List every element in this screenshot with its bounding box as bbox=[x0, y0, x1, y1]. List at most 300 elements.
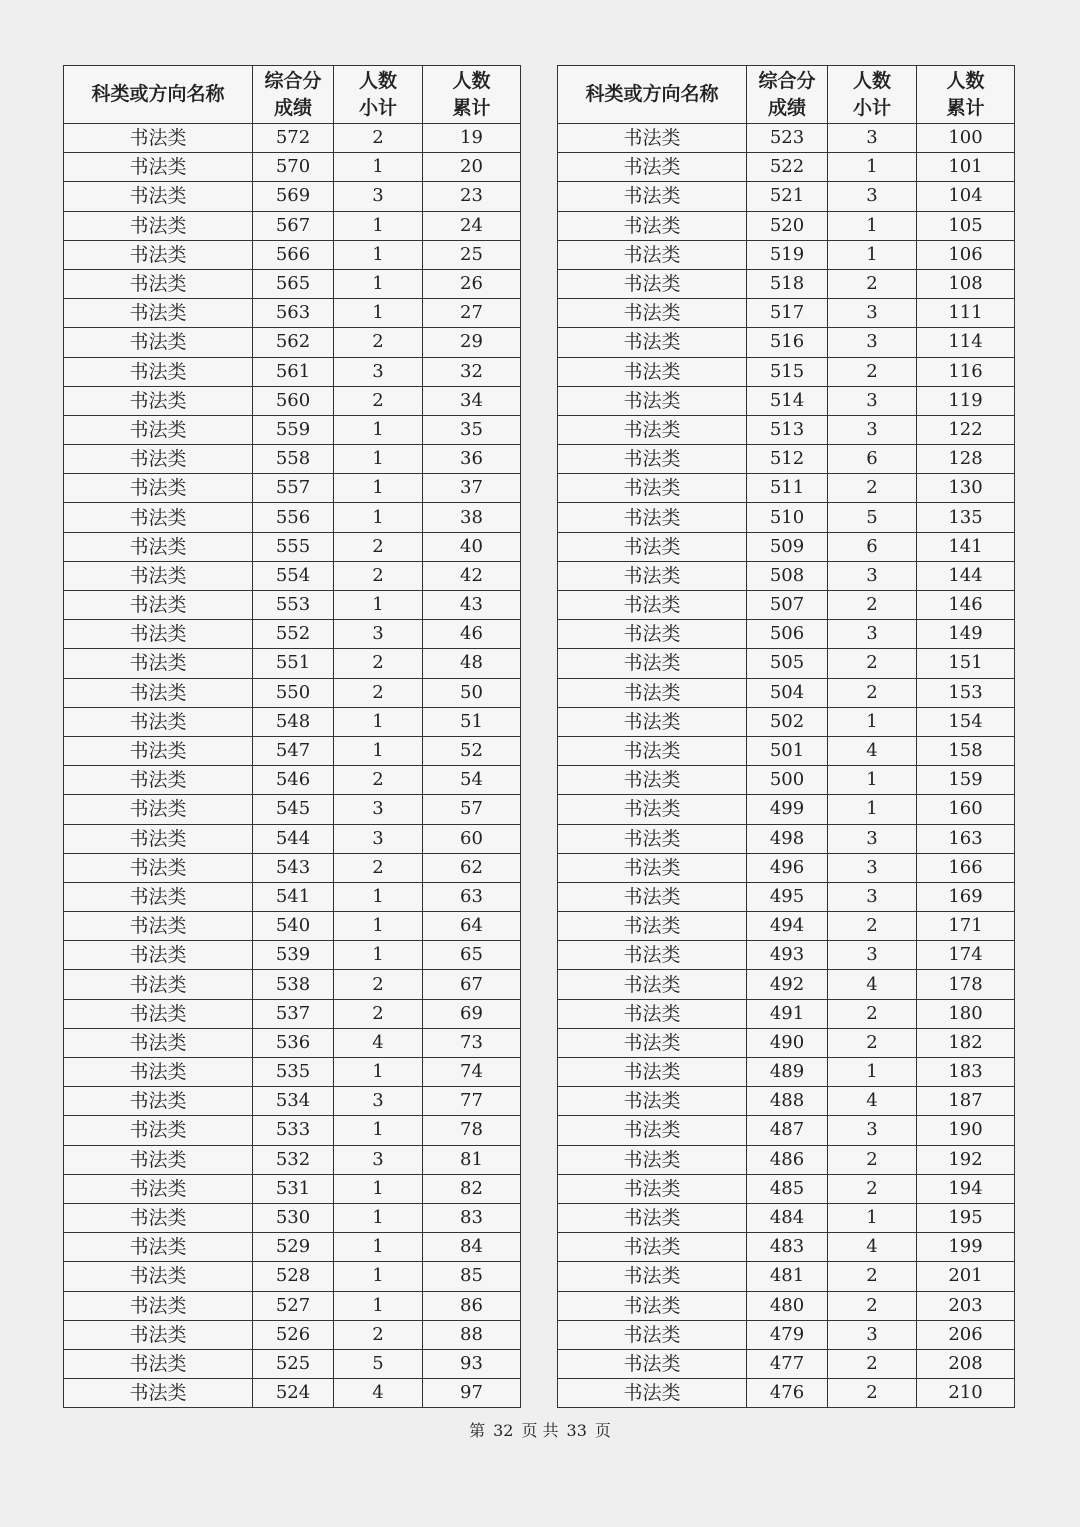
cell-score: 527 bbox=[253, 1291, 334, 1320]
cell-score: 562 bbox=[253, 328, 334, 357]
table-row bbox=[64, 1349, 521, 1378]
cell-count: 3 bbox=[334, 357, 423, 386]
table-row bbox=[64, 328, 521, 357]
cell-cumulative: 93 bbox=[423, 1349, 521, 1378]
cell-category: 书法类 bbox=[64, 795, 253, 824]
cell-category: 书法类 bbox=[558, 532, 747, 561]
cell-count: 3 bbox=[334, 1145, 423, 1174]
cell-score: 565 bbox=[253, 269, 334, 298]
cell-category: 书法类 bbox=[558, 357, 747, 386]
cell-category: 书法类 bbox=[64, 386, 253, 415]
cell-cumulative: 203 bbox=[917, 1291, 1015, 1320]
cell-count: 1 bbox=[334, 941, 423, 970]
cell-cumulative: 135 bbox=[917, 503, 1015, 532]
cell-cumulative: 128 bbox=[917, 445, 1015, 474]
cell-cumulative: 40 bbox=[423, 532, 521, 561]
cell-cumulative: 43 bbox=[423, 591, 521, 620]
table-row bbox=[558, 445, 1015, 474]
table-row bbox=[558, 415, 1015, 444]
cell-score: 572 bbox=[253, 124, 334, 153]
cell-score: 541 bbox=[253, 882, 334, 911]
cell-category: 书法类 bbox=[558, 766, 747, 795]
cell-category: 书法类 bbox=[64, 999, 253, 1028]
table-row bbox=[558, 503, 1015, 532]
table-row bbox=[558, 678, 1015, 707]
cell-cumulative: 151 bbox=[917, 649, 1015, 678]
cell-cumulative: 169 bbox=[917, 882, 1015, 911]
cell-count: 5 bbox=[828, 503, 917, 532]
cell-score: 526 bbox=[253, 1320, 334, 1349]
cell-category: 书法类 bbox=[558, 1203, 747, 1232]
cell-count: 3 bbox=[828, 328, 917, 357]
cell-cumulative: 81 bbox=[423, 1145, 521, 1174]
cell-score: 494 bbox=[747, 912, 828, 941]
cell-category: 书法类 bbox=[64, 240, 253, 269]
cell-score: 553 bbox=[253, 591, 334, 620]
cell-count: 2 bbox=[828, 357, 917, 386]
table-row bbox=[558, 766, 1015, 795]
cell-score: 481 bbox=[747, 1262, 828, 1291]
table-row bbox=[558, 941, 1015, 970]
cell-count: 2 bbox=[828, 1174, 917, 1203]
cell-score: 555 bbox=[253, 532, 334, 561]
cell-score: 479 bbox=[747, 1320, 828, 1349]
cell-count: 2 bbox=[828, 999, 917, 1028]
cell-cumulative: 106 bbox=[917, 240, 1015, 269]
header-count bbox=[828, 66, 917, 124]
table-row bbox=[558, 1262, 1015, 1291]
table-row bbox=[558, 1320, 1015, 1349]
cell-score: 505 bbox=[747, 649, 828, 678]
cell-category: 书法类 bbox=[558, 591, 747, 620]
cell-count: 4 bbox=[334, 1379, 423, 1408]
cell-cumulative: 62 bbox=[423, 853, 521, 882]
cell-count: 5 bbox=[334, 1349, 423, 1378]
cell-count: 1 bbox=[334, 503, 423, 532]
cell-count: 2 bbox=[828, 1349, 917, 1378]
table-row bbox=[558, 211, 1015, 240]
cell-count: 4 bbox=[828, 736, 917, 765]
table-row bbox=[64, 649, 521, 678]
cell-cumulative: 77 bbox=[423, 1087, 521, 1116]
cell-cumulative: 149 bbox=[917, 620, 1015, 649]
cell-count: 1 bbox=[334, 707, 423, 736]
cell-category: 书法类 bbox=[558, 1087, 747, 1116]
cell-count: 1 bbox=[334, 240, 423, 269]
cell-cumulative: 85 bbox=[423, 1262, 521, 1291]
cell-category: 书法类 bbox=[64, 1349, 253, 1378]
footer-total-pages: 33 bbox=[566, 1421, 587, 1440]
table-row bbox=[558, 591, 1015, 620]
cell-cumulative: 116 bbox=[917, 357, 1015, 386]
cell-category: 书法类 bbox=[64, 1028, 253, 1057]
header-score-line2: 成绩 bbox=[767, 96, 806, 119]
cell-score: 557 bbox=[253, 474, 334, 503]
cell-count: 1 bbox=[334, 1233, 423, 1262]
cell-score: 550 bbox=[253, 678, 334, 707]
cell-category: 书法类 bbox=[64, 328, 253, 357]
header-count-line1: 人数 bbox=[852, 69, 891, 92]
table-header-row bbox=[558, 66, 1015, 124]
table-row bbox=[64, 1087, 521, 1116]
cell-cumulative: 194 bbox=[917, 1174, 1015, 1203]
cell-count: 2 bbox=[828, 678, 917, 707]
cell-score: 519 bbox=[747, 240, 828, 269]
cell-category: 书法类 bbox=[558, 182, 747, 211]
cell-score: 540 bbox=[253, 912, 334, 941]
cell-count: 1 bbox=[828, 153, 917, 182]
cell-score: 513 bbox=[747, 415, 828, 444]
table-row bbox=[558, 1028, 1015, 1057]
cell-score: 500 bbox=[747, 766, 828, 795]
cell-category: 书法类 bbox=[558, 153, 747, 182]
cell-score: 566 bbox=[253, 240, 334, 269]
cell-score: 488 bbox=[747, 1087, 828, 1116]
table-row bbox=[558, 1349, 1015, 1378]
cell-score: 506 bbox=[747, 620, 828, 649]
cell-cumulative: 29 bbox=[423, 328, 521, 357]
table-row bbox=[64, 1028, 521, 1057]
cell-cumulative: 24 bbox=[423, 211, 521, 240]
cell-category: 书法类 bbox=[558, 795, 747, 824]
cell-cumulative: 54 bbox=[423, 766, 521, 795]
cell-cumulative: 119 bbox=[917, 386, 1015, 415]
cell-score: 548 bbox=[253, 707, 334, 736]
cell-category: 书法类 bbox=[558, 503, 747, 532]
cell-count: 2 bbox=[334, 124, 423, 153]
cell-count: 1 bbox=[828, 1058, 917, 1087]
cell-count: 2 bbox=[334, 999, 423, 1028]
table-row bbox=[558, 1233, 1015, 1262]
cell-score: 523 bbox=[747, 124, 828, 153]
table-row bbox=[64, 1145, 521, 1174]
cell-score: 490 bbox=[747, 1028, 828, 1057]
table-row bbox=[64, 795, 521, 824]
cell-cumulative: 67 bbox=[423, 970, 521, 999]
cell-cumulative: 97 bbox=[423, 1379, 521, 1408]
page-footer bbox=[0, 1418, 1080, 1441]
cell-score: 514 bbox=[747, 386, 828, 415]
cell-cumulative: 160 bbox=[917, 795, 1015, 824]
cell-count: 2 bbox=[334, 853, 423, 882]
cell-count: 3 bbox=[334, 182, 423, 211]
table-row bbox=[64, 1174, 521, 1203]
cell-count: 3 bbox=[828, 620, 917, 649]
cell-score: 530 bbox=[253, 1203, 334, 1232]
cell-category: 书法类 bbox=[558, 386, 747, 415]
cell-score: 516 bbox=[747, 328, 828, 357]
cell-category: 书法类 bbox=[558, 1145, 747, 1174]
cell-count: 4 bbox=[828, 970, 917, 999]
cell-cumulative: 105 bbox=[917, 211, 1015, 240]
cell-count: 2 bbox=[828, 1379, 917, 1408]
table-row bbox=[64, 182, 521, 211]
cell-cumulative: 159 bbox=[917, 766, 1015, 795]
cell-category: 书法类 bbox=[64, 357, 253, 386]
cell-count: 3 bbox=[828, 182, 917, 211]
cell-cumulative: 78 bbox=[423, 1116, 521, 1145]
cell-count: 6 bbox=[828, 445, 917, 474]
cell-cumulative: 174 bbox=[917, 941, 1015, 970]
cell-category: 书法类 bbox=[64, 678, 253, 707]
cell-cumulative: 19 bbox=[423, 124, 521, 153]
cell-category: 书法类 bbox=[558, 328, 747, 357]
footer-prefix: 第 bbox=[469, 1421, 486, 1440]
table-body-left bbox=[64, 124, 521, 1408]
cell-cumulative: 57 bbox=[423, 795, 521, 824]
cell-category: 书法类 bbox=[558, 678, 747, 707]
table-row bbox=[64, 561, 521, 590]
header-count-line1: 人数 bbox=[358, 69, 397, 92]
cell-category: 书法类 bbox=[64, 1174, 253, 1203]
table-row bbox=[558, 153, 1015, 182]
cell-category: 书法类 bbox=[558, 912, 747, 941]
cell-count: 2 bbox=[828, 1262, 917, 1291]
cell-category: 书法类 bbox=[64, 182, 253, 211]
cell-category: 书法类 bbox=[558, 941, 747, 970]
cell-score: 477 bbox=[747, 1349, 828, 1378]
cell-count: 3 bbox=[334, 1087, 423, 1116]
table-row bbox=[64, 474, 521, 503]
cell-score: 545 bbox=[253, 795, 334, 824]
cell-category: 书法类 bbox=[558, 1349, 747, 1378]
table-row bbox=[64, 678, 521, 707]
cell-score: 532 bbox=[253, 1145, 334, 1174]
cell-count: 3 bbox=[828, 1116, 917, 1145]
cell-category: 书法类 bbox=[64, 824, 253, 853]
table-row bbox=[558, 1087, 1015, 1116]
cell-score: 502 bbox=[747, 707, 828, 736]
cell-score: 560 bbox=[253, 386, 334, 415]
cell-score: 484 bbox=[747, 1203, 828, 1232]
cell-score: 539 bbox=[253, 941, 334, 970]
cell-category: 书法类 bbox=[558, 415, 747, 444]
table-row bbox=[558, 707, 1015, 736]
cell-count: 1 bbox=[828, 766, 917, 795]
table-row bbox=[558, 240, 1015, 269]
cell-cumulative: 34 bbox=[423, 386, 521, 415]
cell-count: 2 bbox=[334, 328, 423, 357]
cell-category: 书法类 bbox=[64, 503, 253, 532]
table-row bbox=[64, 1116, 521, 1145]
cell-category: 书法类 bbox=[64, 124, 253, 153]
cell-category: 书法类 bbox=[64, 1262, 253, 1291]
table-row bbox=[64, 415, 521, 444]
cell-cumulative: 166 bbox=[917, 853, 1015, 882]
cell-count: 1 bbox=[334, 445, 423, 474]
cell-cumulative: 86 bbox=[423, 1291, 521, 1320]
cell-score: 556 bbox=[253, 503, 334, 532]
cell-count: 2 bbox=[828, 474, 917, 503]
cell-count: 1 bbox=[334, 299, 423, 328]
cell-score: 522 bbox=[747, 153, 828, 182]
cell-cumulative: 88 bbox=[423, 1320, 521, 1349]
cell-score: 520 bbox=[747, 211, 828, 240]
table-row bbox=[558, 1116, 1015, 1145]
cell-category: 书法类 bbox=[558, 299, 747, 328]
cell-score: 537 bbox=[253, 999, 334, 1028]
cell-category: 书法类 bbox=[558, 1262, 747, 1291]
cell-category: 书法类 bbox=[558, 1291, 747, 1320]
header-cum-line1: 人数 bbox=[946, 69, 985, 92]
table-row bbox=[64, 269, 521, 298]
cell-category: 书法类 bbox=[558, 211, 747, 240]
table-row bbox=[64, 1379, 521, 1408]
cell-category: 书法类 bbox=[64, 445, 253, 474]
cell-count: 2 bbox=[334, 649, 423, 678]
cell-cumulative: 111 bbox=[917, 299, 1015, 328]
table-row bbox=[64, 591, 521, 620]
cell-score: 570 bbox=[253, 153, 334, 182]
cell-cumulative: 63 bbox=[423, 882, 521, 911]
table-row bbox=[64, 1233, 521, 1262]
table-row bbox=[558, 124, 1015, 153]
table-row bbox=[558, 999, 1015, 1028]
cell-count: 1 bbox=[334, 736, 423, 765]
cell-category: 书法类 bbox=[64, 269, 253, 298]
cell-category: 书法类 bbox=[64, 736, 253, 765]
cell-category: 书法类 bbox=[558, 1174, 747, 1203]
cell-count: 2 bbox=[828, 649, 917, 678]
cell-category: 书法类 bbox=[64, 1087, 253, 1116]
cell-cumulative: 122 bbox=[917, 415, 1015, 444]
cell-score: 547 bbox=[253, 736, 334, 765]
cell-category: 书法类 bbox=[64, 941, 253, 970]
table-row bbox=[558, 970, 1015, 999]
table-row bbox=[558, 1291, 1015, 1320]
cell-category: 书法类 bbox=[64, 1379, 253, 1408]
cell-score: 510 bbox=[747, 503, 828, 532]
header-cum-line2: 累计 bbox=[946, 96, 985, 119]
cell-count: 2 bbox=[828, 591, 917, 620]
cell-score: 538 bbox=[253, 970, 334, 999]
cell-score: 486 bbox=[747, 1145, 828, 1174]
cell-cumulative: 37 bbox=[423, 474, 521, 503]
cell-cumulative: 35 bbox=[423, 415, 521, 444]
cell-cumulative: 84 bbox=[423, 1233, 521, 1262]
cell-count: 3 bbox=[828, 561, 917, 590]
cell-score: 552 bbox=[253, 620, 334, 649]
cell-score: 536 bbox=[253, 1028, 334, 1057]
cell-score: 515 bbox=[747, 357, 828, 386]
table-row bbox=[64, 124, 521, 153]
cell-cumulative: 60 bbox=[423, 824, 521, 853]
cell-category: 书法类 bbox=[558, 707, 747, 736]
table-row bbox=[558, 357, 1015, 386]
table-row bbox=[64, 1320, 521, 1349]
cell-category: 书法类 bbox=[558, 240, 747, 269]
cell-score: 529 bbox=[253, 1233, 334, 1262]
cell-cumulative: 153 bbox=[917, 678, 1015, 707]
cell-cumulative: 154 bbox=[917, 707, 1015, 736]
cell-cumulative: 82 bbox=[423, 1174, 521, 1203]
cell-count: 6 bbox=[828, 532, 917, 561]
cell-count: 2 bbox=[334, 766, 423, 795]
cell-score: 504 bbox=[747, 678, 828, 707]
cell-category: 书法类 bbox=[64, 853, 253, 882]
table-row bbox=[558, 299, 1015, 328]
table-row bbox=[558, 269, 1015, 298]
cell-count: 1 bbox=[828, 1203, 917, 1232]
header-cum-line2: 累计 bbox=[452, 96, 491, 119]
cell-count: 1 bbox=[828, 240, 917, 269]
table-row bbox=[558, 649, 1015, 678]
table-row bbox=[64, 299, 521, 328]
cell-count: 2 bbox=[334, 561, 423, 590]
header-score bbox=[253, 66, 334, 124]
table-row bbox=[558, 882, 1015, 911]
cell-count: 3 bbox=[828, 1320, 917, 1349]
cell-score: 567 bbox=[253, 211, 334, 240]
cell-cumulative: 50 bbox=[423, 678, 521, 707]
cell-count: 3 bbox=[828, 386, 917, 415]
cell-category: 书法类 bbox=[64, 153, 253, 182]
cell-cumulative: 26 bbox=[423, 269, 521, 298]
table-row bbox=[558, 532, 1015, 561]
cell-category: 书法类 bbox=[558, 561, 747, 590]
header-category: 科类或方向名称 bbox=[64, 66, 253, 124]
table-row bbox=[558, 912, 1015, 941]
table-row bbox=[558, 853, 1015, 882]
cell-cumulative: 48 bbox=[423, 649, 521, 678]
cell-score: 521 bbox=[747, 182, 828, 211]
table-row bbox=[64, 153, 521, 182]
cell-category: 书法类 bbox=[558, 1320, 747, 1349]
table-row bbox=[64, 736, 521, 765]
footer-page-number: 32 bbox=[493, 1421, 514, 1440]
cell-cumulative: 36 bbox=[423, 445, 521, 474]
table-row bbox=[64, 1203, 521, 1232]
table-row bbox=[64, 766, 521, 795]
cell-cumulative: 183 bbox=[917, 1058, 1015, 1087]
cell-score: 554 bbox=[253, 561, 334, 590]
cell-cumulative: 69 bbox=[423, 999, 521, 1028]
cell-category: 书法类 bbox=[558, 124, 747, 153]
cell-count: 1 bbox=[334, 153, 423, 182]
table-row bbox=[64, 532, 521, 561]
cell-category: 书法类 bbox=[558, 1233, 747, 1262]
cell-category: 书法类 bbox=[64, 1058, 253, 1087]
table-row bbox=[558, 1058, 1015, 1087]
table-row bbox=[558, 1174, 1015, 1203]
cell-count: 1 bbox=[828, 707, 917, 736]
cell-category: 书法类 bbox=[64, 649, 253, 678]
cell-score: 492 bbox=[747, 970, 828, 999]
cell-category: 书法类 bbox=[558, 882, 747, 911]
cell-score: 512 bbox=[747, 445, 828, 474]
cell-category: 书法类 bbox=[64, 882, 253, 911]
cell-count: 3 bbox=[828, 824, 917, 853]
header-count-line2: 小计 bbox=[852, 96, 891, 119]
table-row bbox=[64, 970, 521, 999]
cell-cumulative: 171 bbox=[917, 912, 1015, 941]
cell-category: 书法类 bbox=[64, 1233, 253, 1262]
cell-score: 534 bbox=[253, 1087, 334, 1116]
table-row bbox=[64, 1291, 521, 1320]
cell-score: 517 bbox=[747, 299, 828, 328]
cell-score: 531 bbox=[253, 1174, 334, 1203]
cell-count: 2 bbox=[334, 386, 423, 415]
header-cumulative bbox=[423, 66, 521, 124]
cell-count: 1 bbox=[334, 591, 423, 620]
cell-count: 1 bbox=[828, 211, 917, 240]
cell-category: 书法类 bbox=[64, 532, 253, 561]
cell-count: 1 bbox=[334, 1116, 423, 1145]
cell-score: 518 bbox=[747, 269, 828, 298]
table-row bbox=[64, 1262, 521, 1291]
cell-score: 489 bbox=[747, 1058, 828, 1087]
table-row bbox=[558, 824, 1015, 853]
